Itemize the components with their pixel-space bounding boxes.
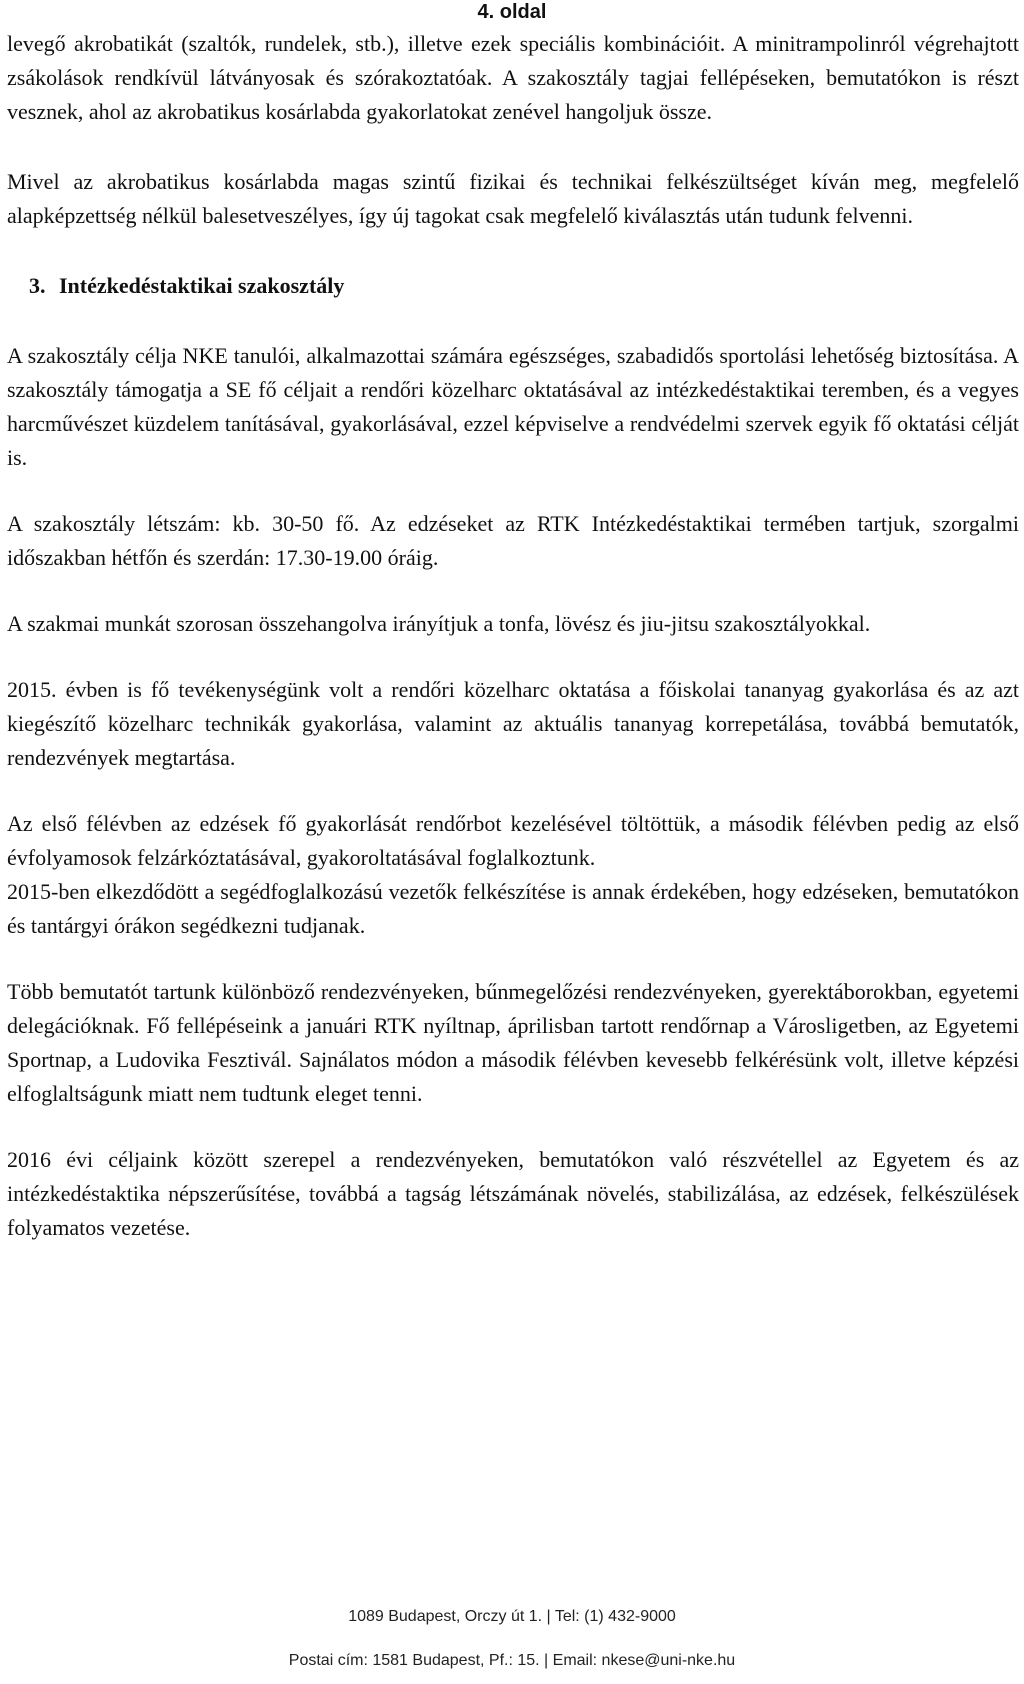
footer-postal-email: Postai cím: 1581 Budapest, Pf.: 15. | Email: nkese@uni-nke.hu [288,1652,736,1669]
paragraph-membership: A szakosztály létszám: kb. 30-50 fő. Az edzéseket az RTK Intézkedéstaktikai termében tartjuk, szorgalmi időszakban hétfőn és szerdán: 17.30-19.00 óráig. [7,511,1019,570]
paragraph-demonstrations: Több bemutatót tartunk különböző rendezvényeken, bűnmegelőzési rendezvényeken, gyerektáborokban, egyetemi delegációknak. Fő fellépéseink a januári RTK nyíltnap, áprilisban tartott rendőrnap a Városligetben, az Egyetemi Sportnap, a Ludovika Fesztivál. Sajnálatos módon a második félévben kevesebb felkérésünk volt, illetve képzési elfoglaltságunk miatt nem tudtunk eleget tenni. [7,979,1019,1106]
page-number-header: 4. oldal [477,1,547,23]
paragraph-semesters: Az első félévben az edzések fő gyakorlását rendőrbot kezelésével töltöttük, a második félévben pedig az első évfolyamosok felzárkóztatásával, gyakoroltatásával foglalkoztunk. [7,811,1019,870]
paragraph-assistant-training: 2015-ben elkezdődött a segédfoglalkozású vezetők felkészítése is annak érdekében, hogy edzéseken, bemutatókon és tantárgyi órákon segédkezni tudjanak. [7,879,1019,938]
footer-address: 1089 Budapest, Orczy út 1. | Tel: (1) 432-9000 [348,1608,676,1625]
section-title: Intézkedéstaktikai szakosztály [59,273,345,298]
paragraph-acrobatics-requirements: Mivel az akrobatikus kosárlabda magas szintű fizikai és technikai felkészültséget kíván meg, megfelelő alapképzettség nélkül balesetveszélyes, így új tagokat csak megfelelő kiválasztás után tudunk felvenni. [7,169,1019,228]
section-number: 3. [29,273,46,298]
paragraph-section-goal: A szakosztály célja NKE tanulói, alkalmazottai számára egészséges, szabadidős sportolási lehetőség biztosítása. A szakosztály támogatja a SE fő céljait a rendőri közelharc oktatásával az intézkedéstaktikai teremben, és a vegyes harcművészet küzdelem tanításával, gyakorlásával, ezzel képviselve a rendvédelmi szervek egyik fő oktatási célját is. [7,343,1019,470]
paragraph-2015-activities: 2015. évben is fő tevékenységünk volt a rendőri közelharc oktatása a főiskolai tananyag gyakorlása és az azt kiegészítő közelharc technikák gyakorlása, valamint az aktuális tananyag korrepetálása, továbbá bemutatók, rendezvények megtartása. [7,677,1019,770]
paragraph-2016-goals: 2016 évi céljaink között szerepel a rendezvényeken, bemutatókon való részvétellel az Egyetem és az intézkedéstaktika népszerűsítése, továbbá a tagság létszámának növelés, stabilizálása, az edzések, felkészülések folyamatos vezetése. [7,1147,1019,1240]
paragraph-coordination: A szakmai munkát szorosan összehangolva irányítjuk a tonfa, lövész és jiu-jitsu szakosztályokkal. [7,611,871,636]
paragraph-acrobatics-intro: levegő akrobatikát (szaltók, rundelek, stb.), illetve ezek speciális kombinációit. A minitrampolinról végrehajtott zsákolások rendkívül látványosak és szórakoztatóak. A szakosztály tagjai fellépéseken, bemutatókon is részt vesznek, ahol az akrobatikus kosárlabda gyakorlatokat zenével hangoljuk össze. [7,31,1019,124]
section-heading [7,269,1019,303]
document-body [7,27,1019,1245]
